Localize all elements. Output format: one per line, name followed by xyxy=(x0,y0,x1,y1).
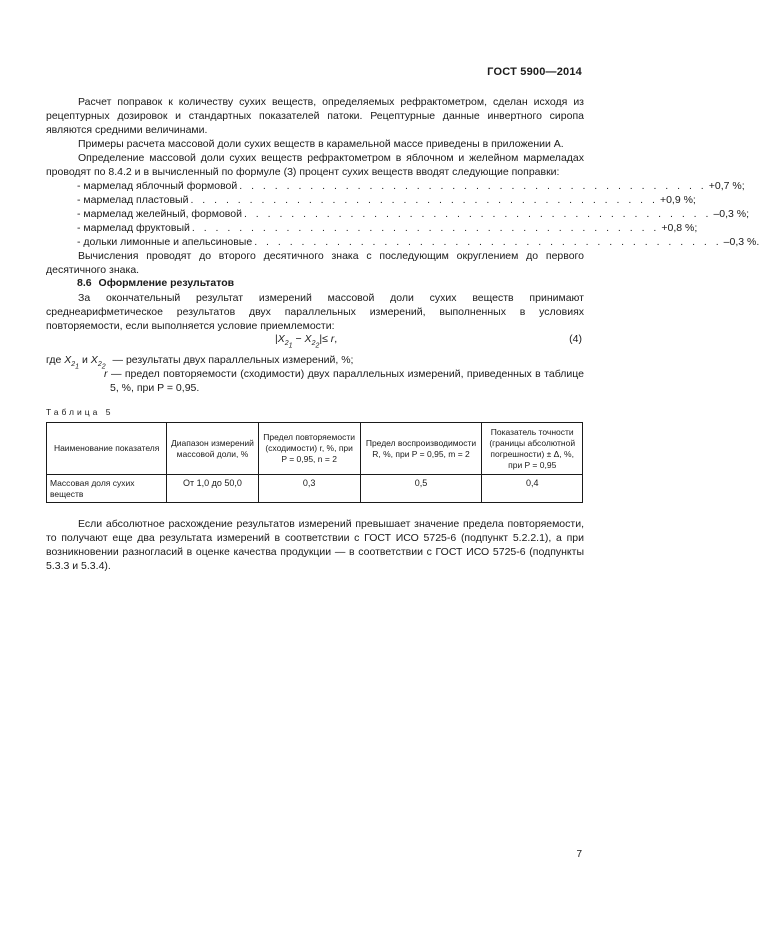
leader-dots: . . . . . . . . . . . . . . . . . . . . . . . . . . . . . . . . . . . . . . . . xyxy=(254,236,722,248)
correction-item xyxy=(77,193,696,207)
section-title: Оформление результатов xyxy=(98,277,235,289)
where-x1: X xyxy=(64,354,72,366)
header-cell: Показатель точности (границы абсолютной погрешности) ± Δ, %, при P = 0,95 xyxy=(482,423,583,475)
where-and: и xyxy=(82,354,88,366)
results-table xyxy=(46,422,583,503)
where-line-r xyxy=(104,367,584,395)
where-r-description: — предел повторяемости (сходимости) двух параллельных измерений, приведенных в таблице 5, %, при P = 0,95. xyxy=(110,368,584,394)
correction-name: - дольки лимонные и апельсиновые xyxy=(77,236,253,248)
equation-number: (4) xyxy=(569,333,582,345)
rounding-paragraph: Вычисления проводят до второго десятичного знака с последующим округлением до первого десятичного знака. xyxy=(46,250,584,276)
closing-paragraph: Если абсолютное расхождение результатов измерений превышает значение предела повторяемости, то получают еще два результата измерений в соответствии с ГОСТ ИСО 5725-6 (подпункт 5.2.2.1), а при возникновении разногласий в оценке качества продукции — в соответствии с ГОСТ ИСО 5725-6 (подпункты 5.3.3 и 5.3.4). xyxy=(46,518,584,572)
correction-value: +0,9 %; xyxy=(659,194,696,206)
correction-name: - мармелад желейный, формовой xyxy=(77,208,242,220)
where-sub: 2 xyxy=(71,361,76,369)
formula-r: r xyxy=(330,333,335,345)
table-caption: Таблица 5 xyxy=(46,407,114,417)
formula-leq: ≤ xyxy=(322,333,328,345)
where-x-description: — результаты двух параллельных измерений, %; xyxy=(112,354,354,366)
header-cell: Предел повторяемости (сходимости) r, %, при P = 0,95, n = 2 xyxy=(258,423,360,475)
formula-minus: − xyxy=(295,333,302,345)
correction-value: +0,7 %; xyxy=(708,180,745,192)
row-cell: 0,5 xyxy=(360,475,482,503)
formula-4 xyxy=(275,333,337,349)
row-cell: 0,3 xyxy=(258,475,360,503)
document-header: ГОСТ 5900—2014 xyxy=(487,66,582,78)
where-sub: 2 xyxy=(97,361,102,369)
leader-dots: . . . . . . . . . . . . . . . . . . . . . . . . . . . . . . . . . . . . . . . . xyxy=(190,194,658,206)
page-number: 7 xyxy=(576,849,582,860)
header-cell: Предел воспроизводимости R, %, при P = 0,95, m = 2 xyxy=(360,423,482,475)
section-number: 8.6 xyxy=(77,277,92,289)
formula-sub: 2 xyxy=(311,340,316,348)
header-cell: Наименование показателя xyxy=(47,423,167,475)
leader-dots: . . . . . . . . . . . . . . . . . . . . . . . . . . . . . . . . . . . . . . . . xyxy=(191,222,660,234)
correction-name: - мармелад яблочный формовой xyxy=(77,180,238,192)
row-cell: 0,4 xyxy=(482,475,583,503)
formula-x1: X xyxy=(277,333,285,345)
where-x2: X xyxy=(90,354,98,366)
formula-subsub: 2 xyxy=(315,342,320,350)
correction-item xyxy=(77,207,750,221)
correction-item xyxy=(77,179,745,193)
where-subsub: 2 xyxy=(101,363,106,371)
row-cell: От 1,0 до 50,0 xyxy=(167,475,258,503)
section-paragraph: За окончательный результат измерений массовой доли сухих веществ принимают среднеарифметическое результатов двух параллельных измерений, выполненных в условиях повторяемости, если выполняется условие приемлемости: xyxy=(46,292,584,332)
leader-dots: . . . . . . . . . . . . . . . . . . . . . . . . . . . . . . . . . . . . . . . . xyxy=(239,180,707,192)
intro-paragraph-1: Расчет поправок к количеству сухих веществ, определяемых рефрактометром, сделан исходя из рецептурных дозировок и стандартных показателей патоки. Рецептурные данные инвертного сиропа являются средними величинами. xyxy=(46,96,584,136)
leader-dots: . . . . . . . . . . . . . . . . . . . . . . . . . . . . . . . . . . . . . . . . xyxy=(243,208,712,220)
intro-paragraph-3: Определение массовой доли сухих веществ рефрактометром в яблочном и желейном мармеладах проводят по 8.4.2 и в вычисленный по формуле (3) процент сухих веществ вводят следующие поправки: xyxy=(46,152,584,178)
row-cell: Массовая доля сухих веществ xyxy=(47,475,167,503)
header-cell: Диапазон измерений массовой доли, % xyxy=(167,423,258,475)
formula-x2: X xyxy=(304,333,312,345)
correction-value: –0,3 %; xyxy=(713,208,750,220)
abs-bar-left: | xyxy=(275,333,278,345)
correction-name: - мармелад пластовый xyxy=(77,194,189,206)
where-r-symbol: r xyxy=(104,368,108,380)
abs-bar-right: | xyxy=(319,333,323,345)
formula-subsub: 1 xyxy=(288,342,293,350)
correction-name: - мармелад фруктовый xyxy=(77,222,190,234)
formula-sub: 2 xyxy=(284,340,289,348)
correction-value: +0,8 %; xyxy=(661,222,698,234)
correction-value: –0,3 %. xyxy=(723,236,759,248)
correction-item xyxy=(77,221,698,235)
intro-paragraph-2: Примеры расчета массовой доли сухих веществ в карамельной массе приведены в приложении А. xyxy=(78,138,564,150)
where-subsub: 1 xyxy=(75,363,80,371)
where-prefix: где xyxy=(46,354,62,366)
correction-item xyxy=(77,235,759,249)
table-header-row xyxy=(47,423,583,475)
formula-comma: , xyxy=(334,333,338,345)
section-heading xyxy=(77,277,234,289)
table-row xyxy=(47,475,583,503)
